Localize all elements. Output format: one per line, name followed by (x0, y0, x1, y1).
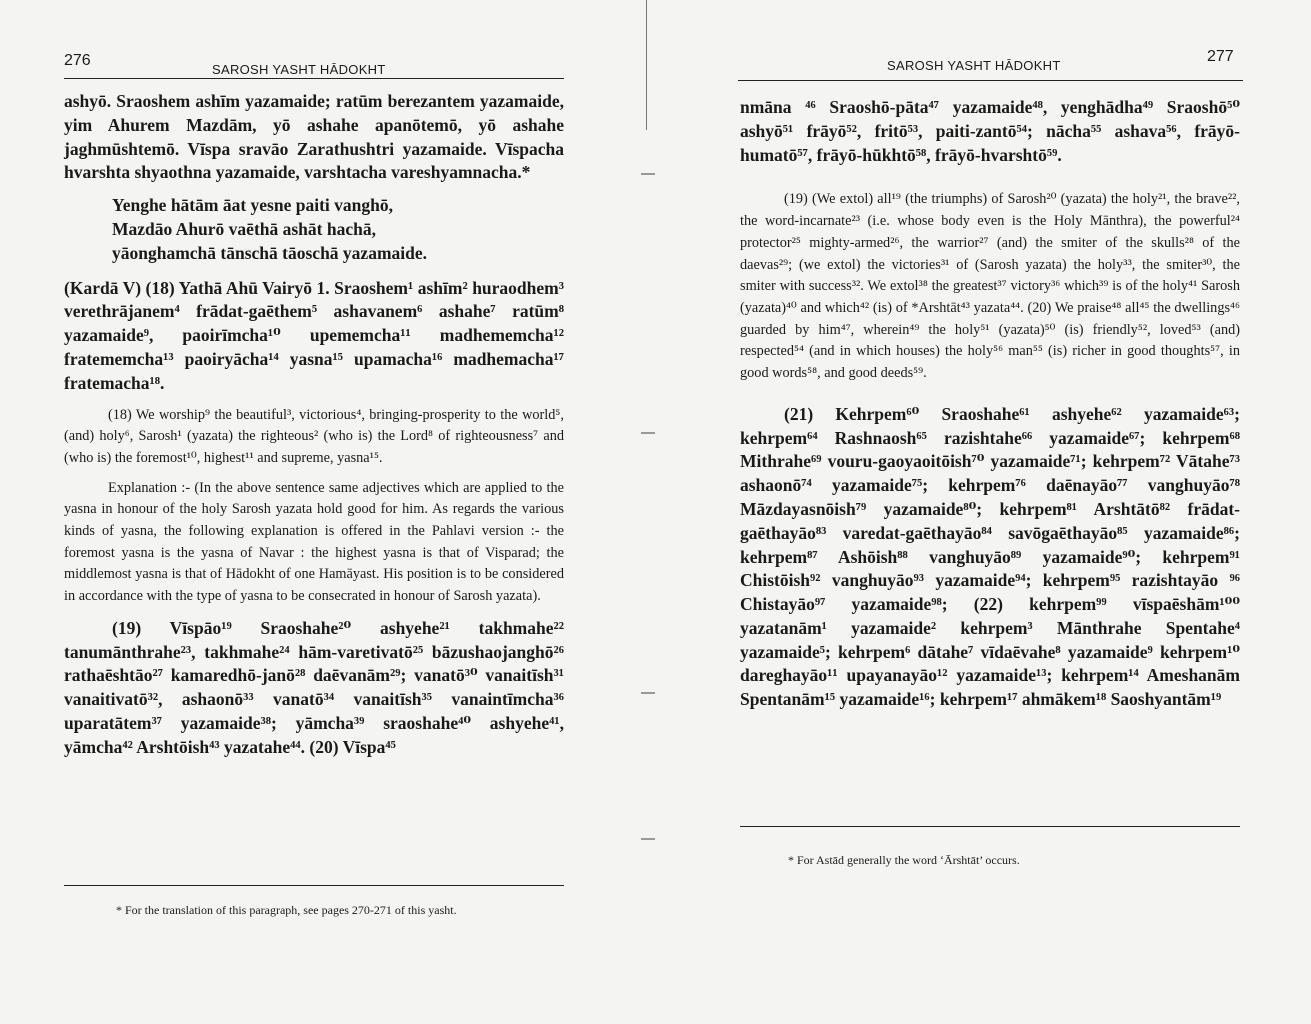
right-text-column (740, 96, 1240, 712)
page-number: 277 (1207, 48, 1234, 65)
avestan-paragraph: nmāna ⁴⁶ Sraoshō-pāta⁴⁷ yazamaide⁴⁸, yenghādha⁴⁹ Sraoshō⁵⁰ ashyō⁵¹ frāyō⁵², fritō⁵³, paiti-zantō⁵⁴; nācha⁵⁵ ashava⁵⁶, frāyō-humatō⁵⁷, frāyō-hūkhtō⁵⁸, frāyō-hvarshtō⁵⁹. (740, 97, 1240, 165)
page-number: 276 (64, 52, 91, 69)
footnote: * For Astād generally the word ‘Ārshtāt’ occurs. (788, 853, 1020, 867)
avestan-paragraph: ashyō. Sraoshem ashīm yazamaide; ratūm berezantem yazamaide, yim Ahurem Mazdām, yō ashahe apanōtemō, yō ashahe jaghmūshtemō. Vīspa sravāo Zarathushtri yazamaide. Vīspacha hvarshta shyaothna yazamaide, varshtacha vareshyamnacha.* (64, 91, 564, 183)
footnote-rule (64, 885, 564, 886)
verse-line: Mazdāo Ahurō vaēthā ashāt hachā, (112, 218, 376, 239)
verse-line: yāonghamchā tānschā tāoschā yazamaide. (112, 242, 428, 263)
footnote-rule (740, 826, 1240, 827)
left-text-column (64, 90, 564, 760)
header-rule (64, 78, 564, 79)
translation-paragraph: (19) (We extol) all¹⁹ (the triumphs) of Sarosh²⁰ (yazata) the holy²¹, the brave²², the word-incarnate²³ (i.e. whose body even is the Holy Mānthra), the powerful²⁴ protector²⁵ mighty-armed²⁶, the warrior²⁷ (and) the smiter of the skulls²⁸ of the daevas²⁹; (we extol) the victories³¹ of (Sarosh yazata) the holy³³, the smiter³⁰, the smiter with success³². We extol³⁸ the greatest³⁷ victory³⁶ which³⁹ is of the holy⁴¹ Sarosh (yazata)⁴⁰ and which⁴² (is) of *Arshtāt⁴³ yazata⁴⁴. (20) We praise⁴⁸ all⁴⁵ the dwellings⁴⁶ guarded by him⁴⁷, wherein⁴⁹ the holy⁵¹ (yazata)⁵⁰ (is) friendly⁵², loved⁵³ (and) respected⁵⁴ (and in which houses) the holy⁵⁶ man⁵⁵ (is) richer in good thoughts⁵⁷, in good words⁵⁸, and good deeds⁵⁹. (740, 191, 1240, 382)
footnote: * For the translation of this paragraph, see pages 270-271 of this yasht. (116, 903, 457, 917)
translation-paragraph: (18) We worship⁹ the beautiful³, victorious⁴, bringing-prosperity to the world⁵, (and) holy⁶, Sarosh¹ (yazata) the righteous² (who is) the Lord⁸ of righteousness⁷ and (who is) the foremost¹⁰, highest¹¹ and supreme, yasna¹⁵. (64, 406, 564, 466)
right-page (652, 0, 1311, 1024)
running-head: SAROSH YASHT HĀDOKHT (212, 62, 386, 77)
avestan-paragraph: (19) Vīspāo¹⁹ Sraoshahe²⁰ ashyehe²¹ takhmahe²² tanumānthrahe²³, takhmahe²⁴ hām-varetivatō²⁵ bāzushaojanghō²⁶ rathaēshtāo²⁷ kamaredhō-janō²⁸ daēvanām²⁹; vanatō³⁰ vanaitīsh³¹ vanaitivatō³², ashaonō³³ vanatō³⁴ vanaitīsh³⁵ vanaintīmcha³⁶ uparatātem³⁷ yazamaide³⁸; yāmcha³⁹ sraoshahe⁴⁰ ashyehe⁴¹, yāmcha⁴² Arshtōish⁴³ yazatahe⁴⁴. (20) Vīspa⁴⁵ (64, 617, 564, 757)
avestan-paragraph: (Kardā V) (18) Yathā Ahū Vairyō 1. Sraoshem¹ ashīm² huraodhem³ verethrājanem⁴ frādat-gaēthem⁵ ashavanem⁶ ashahe⁷ ratūm⁸ yazamaide⁹, paoirīmcha¹⁰ upememcha¹¹ madhememcha¹² fratememcha¹³ paoiryācha¹⁴ yasna¹⁵ upamacha¹⁶ madhemacha¹⁷ fratemacha¹⁸. (64, 277, 564, 393)
running-head: SAROSH YASHT HĀDOKHT (887, 58, 1061, 73)
verse-line: Yenghe hātām āat yesne paiti vanghō, (112, 195, 393, 216)
explanation-paragraph: Explanation :- (In the above sentence same adjectives which are applied to the yasna in honour of the holy Sarosh yazata hold good for him. As regards the various kinds of yasna, the following explanation is offered in the Pahlavi version :- the foremost yasna is the yasna of Navar : the highest yasna is that of Visparad; the middlemost yasna is that of Hādokht of one Hamāyast. His position is to be considered in accordance with the type of yasna to be consecrated in honour of Sarosh yazata). (64, 479, 564, 605)
header-rule (738, 80, 1243, 81)
left-page (0, 0, 640, 1024)
avestan-paragraph: (21) Kehrpem⁶⁰ Sraoshahe⁶¹ ashyehe⁶² yazamaide⁶³; kehrpem⁶⁴ Rashnaosh⁶⁵ razishtahe⁶⁶ yazamaide⁶⁷; kehrpem⁶⁸ Mithrahe⁶⁹ vouru-gaoyaoitōish⁷⁰ yazamaide⁷¹; kehrpem⁷² Vātahe⁷³ ashaonō⁷⁴ yazamaide⁷⁵; kehrpem⁷⁶ daēnayāo⁷⁷ vanghuyāo⁷⁸ Māzdayasnōish⁷⁹ yazamaide⁸⁰; kehrpem⁸¹ Arshtātō⁸² frādat-gaēthayāo⁸³ varedat-gaēthayāo⁸⁴ savōgaēthayāo⁸⁵ yazamaide⁸⁶; kehrpem⁸⁷ Ashōish⁸⁸ vanghuyāo⁸⁹ yazamaide⁹⁰; kehrpem⁹¹ Chistōish⁹² vanghuyāo⁹³ yazamaide⁹⁴; kehrpem⁹⁵ razishtayāo ⁹⁶ Chistayāo⁹⁷ yazamaide⁹⁸; (22) kehrpem⁹⁹ vīspaēshām¹⁰⁰ yazatanām¹ yazamaide² kehrpem³ Mānthrahe Spentahe⁴ yazamaide⁵; kehrpem⁶ dātahe⁷ vīdaēvahe⁸ yazamaide⁹ kehrpem¹⁰ dareghayāo¹¹ upayanayāo¹² yazamaide¹³; kehrpem¹⁴ Ameshanām Spentanām¹⁵ yazamaide¹⁶; kehrpem¹⁷ ahmākem¹⁸ Saoshyantām¹⁹ (740, 403, 1240, 710)
verse-block (64, 194, 564, 265)
book-gutter (646, 0, 647, 130)
